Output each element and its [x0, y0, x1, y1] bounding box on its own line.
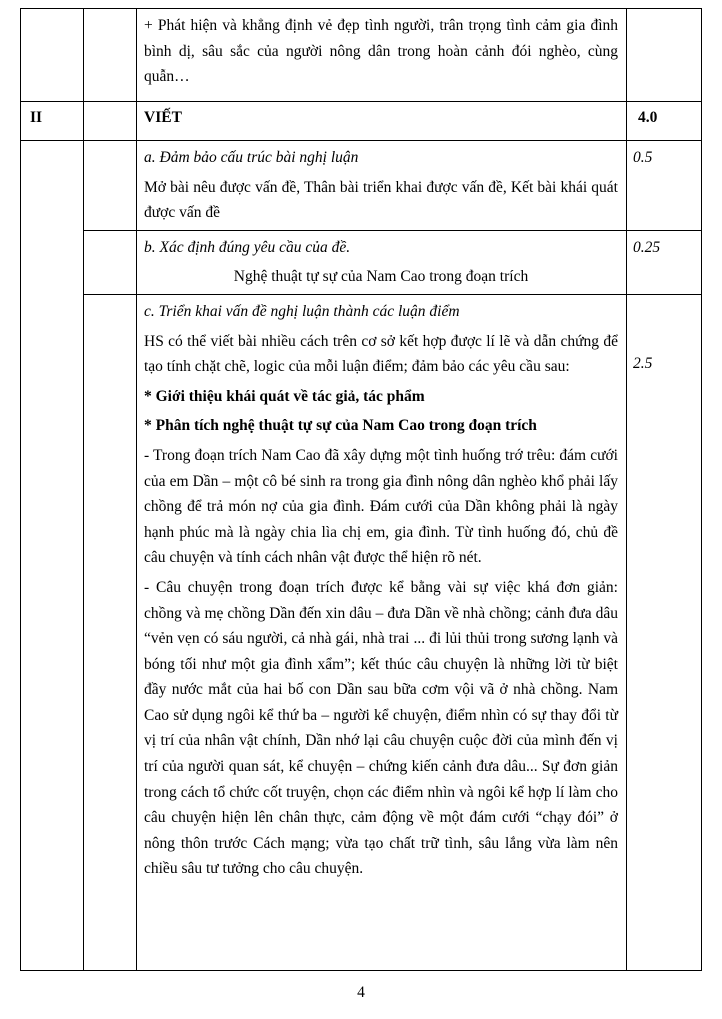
- score-cell: [627, 230, 702, 294]
- score-cell: [627, 9, 702, 102]
- content-cell: [137, 141, 627, 231]
- table-row-criterion-b: [21, 230, 702, 294]
- table-row-intro: [21, 9, 702, 102]
- section-title: VIẾT: [144, 109, 182, 126]
- criterion-b-title: b. Xác định đúng yêu cầu của đề.: [144, 238, 351, 256]
- subsection-cell: [84, 230, 137, 294]
- criterion-b-text: Nghệ thuật tự sự của Nam Cao trong đoạn trích: [233, 268, 529, 286]
- subsection-cell: [84, 9, 137, 102]
- criterion-c-paragraph-2: - Câu chuyện trong đoạn trích được kể bằng vài sự việc khá đơn giản: chồng và mẹ chồng Dần đến xin dâu – đưa Dần về nhà chồng; cảnh đưa dâu “vẻn vẹn có sáu người, cả nhà gái, nhà trai ... đi lủi thủi trong sương lạnh và bóng tối như một gia đình xẩm”; kết thúc câu chuyện là những lời từ biệt đầy nước mắt của hai bố con Dần sau bữa cơm vội vã ở nhà chồng. Nam Cao sử dụng ngôi kể thứ ba – người kể chuyện, điểm nhìn có sự thay đổi từ vị trí của nhân vật chính, Dần nhớ lại câu chuyện cuộc đời của mình đến vị trí của người quan sát, kể chuyện – chứng kiến cảnh đưa dâu... Sự đơn giản trong cách tổ chức cốt truyện, chọn các điểm nhìn và ngôi kể hợp lí làm cho câu chuyện hiện lên chân thực, cảm động về một đám cưới “chạy đói” ở nông thôn trước Cách mạng; vừa tạo chất trữ tình, sâu lắng vừa làm nên chiều sâu tư tưởng cho câu chuyện.: [144, 578, 618, 878]
- score-cell: [627, 294, 702, 970]
- section-roman-cell: [21, 102, 84, 141]
- criterion-c-point-author: * Giới thiệu khái quát về tác giả, tác phẩm: [144, 387, 425, 405]
- section-score-cell: [627, 102, 702, 141]
- criterion-c-score: 2.5: [633, 354, 653, 372]
- subsection-cell: [84, 141, 137, 231]
- score-cell: [627, 141, 702, 231]
- table-row-criterion-c: [21, 294, 702, 970]
- intro-text: + Phát hiện và khẳng định vẻ đẹp tình người, trân trọng tình cảm gia đình bình dị, sâu sắc của người nông dân trong hoàn cảnh đói nghèo, cùng quẫn…: [144, 17, 618, 86]
- table-row-section-header: [21, 102, 702, 141]
- grading-rubric-table: [20, 8, 702, 971]
- criterion-a-score: 0.5: [633, 149, 653, 166]
- section-cell: [21, 9, 84, 102]
- criterion-a-text: Mở bài nêu được vấn đề, Thân bài triển khai được vấn đề, Kết bài khái quát được vấn đề: [144, 178, 618, 222]
- criterion-a-title: a. Đảm bảo cấu trúc bài nghị luận: [144, 149, 359, 166]
- section-roman: II: [30, 109, 43, 126]
- section-cell: [21, 141, 84, 971]
- page-number: 4: [357, 984, 365, 1001]
- table-row-criterion-a: [21, 141, 702, 231]
- section-title-cell: [137, 102, 627, 141]
- criterion-c-intro: HS có thể viết bài nhiều cách trên cơ sở kết hợp được lí lẽ và dẫn chứng để tạo tính chặt chẽ, logic của mỗi luận điểm; đảm bảo các yêu cầu sau:: [144, 332, 618, 376]
- subsection-cell: [84, 102, 137, 141]
- criterion-c-title: c. Triển khai vấn đề nghị luận thành các luận điểm: [144, 302, 460, 320]
- subsection-cell: [84, 294, 137, 970]
- criterion-c-point-analysis: * Phân tích nghệ thuật tự sự của Nam Cao trong đoạn trích: [144, 417, 537, 435]
- content-cell: [137, 9, 627, 102]
- criterion-b-score: 0.25: [633, 238, 661, 256]
- content-cell: [137, 230, 627, 294]
- section-score: 4.0: [638, 109, 658, 126]
- criterion-c-paragraph-1: - Trong đoạn trích Nam Cao đã xây dựng một tình huống trớ trêu: đám cưới của em Dần – một cô bé sinh ra trong gia đình nông dân nghèo khổ phải lấy chồng để trả món nợ của gia đình. Đám cưới của Dần không phải là ngày hạnh phúc mà là ngày chia lìa chị em, gia đình. Từ tình huống đó, chủ đề câu chuyện và tính cách nhân vật được thể hiện rõ nét.: [144, 446, 618, 567]
- content-cell: [137, 294, 627, 970]
